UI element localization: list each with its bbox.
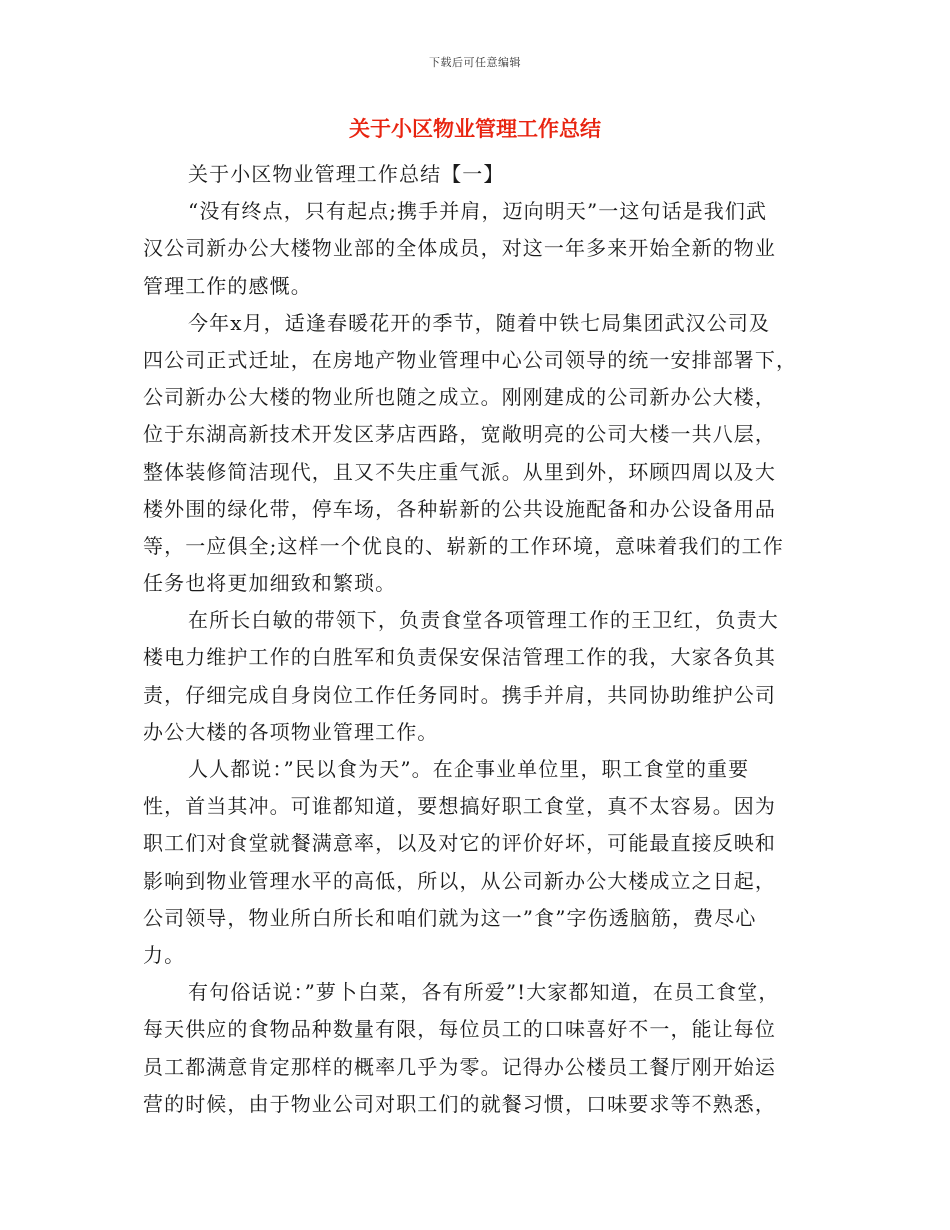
paragraph-line: 位于东湖高新技术开发区茅店西路，宽敞明亮的公司大楼一共八层， <box>143 422 776 447</box>
paragraph-line: 公司领导，物业所白所长和咱们就为这一”食”字伤透脑筋，费尽心 <box>143 905 757 930</box>
paragraph-line: 任务也将更加细致和繁琐。 <box>143 571 397 596</box>
paragraph-line: 在所长白敏的带领下，负责食堂各项管理工作的王卫红，负责大 <box>188 608 779 633</box>
paragraph-line: 办公大楼的各项物业管理工作。 <box>143 719 439 744</box>
paragraph-line: 今年x月，适逢春暖花开的季节，随着中铁七局集团武汉公司及 <box>188 310 771 335</box>
paragraph-line: 员工都满意肯定那样的概率几乎为零。记得办公楼员工餐厅刚开始运 <box>143 1054 776 1079</box>
paragraph-line: 等，一应俱全;这样一个优良的、崭新的工作环境，意味着我们的工作 <box>143 533 784 558</box>
paragraph-line: 责，仔细完成自身岗位工作任务同时。携手并肩，共同协助维护公司 <box>143 682 776 707</box>
paragraph-line: 每天供应的食物品种数量有限，每位员工的口味喜好不一，能让每位 <box>143 1017 776 1042</box>
paragraph-line: 人人都说：”民以食为天”。在企事业单位里，职工食堂的重要 <box>188 757 750 781</box>
paragraph-line: 力。 <box>143 942 186 967</box>
paragraph-line: 有句俗话说：”萝卜白菜，各有所爱”!大家都知道，在员工食堂， <box>188 980 780 1005</box>
paragraph-line: 性，首当其冲。可谁都知道，要想搞好职工食堂，真不太容易。因为 <box>143 794 776 819</box>
paragraph-line: 四公司正式迁址，在房地产物业管理中心公司领导的统一安排部署下， <box>143 347 798 372</box>
paragraph-line: 影响到物业管理水平的高低，所以，从公司新办公大楼成立之日起， <box>143 868 776 893</box>
page-header-note: 下载后可任意编辑 <box>429 56 521 69</box>
paragraph-line: 汉公司新办公大楼物业部的全体成员，对这一年多来开始全新的物业 <box>143 236 776 261</box>
paragraph-line: 楼电力维护工作的白胜军和负责保安保洁管理工作的我，大家各负其 <box>143 645 776 670</box>
paragraph-line: 管理工作的感慨。 <box>143 273 312 298</box>
document-body <box>143 156 823 1123</box>
paragraph-line: 营的时候，由于物业公司对职工们的就餐习惯，口味要求等不熟悉， <box>143 1091 776 1116</box>
paragraph-line: 职工们对食堂就餐满意率，以及对它的评价好坏，可能最直接反映和 <box>143 831 776 856</box>
paragraph-line: 整体装修简洁现代，且又不失庄重气派。从里到外，环顾四周以及大 <box>143 459 776 484</box>
document-title: 关于小区物业管理工作总结 <box>349 117 601 141</box>
paragraph-line: 楼外围的绿化带，停车场，各种崭新的公共设施配备和办公设备用品 <box>143 496 776 521</box>
paragraph-line: “没有终点，只有起点;携手并肩，迈向明天”一这句话是我们武 <box>188 199 768 224</box>
section-heading: 关于小区物业管理工作总结【一】 <box>188 162 505 186</box>
paragraph-line: 公司新办公大楼的物业所也随之成立。刚刚建成的公司新办公大楼， <box>143 385 776 410</box>
